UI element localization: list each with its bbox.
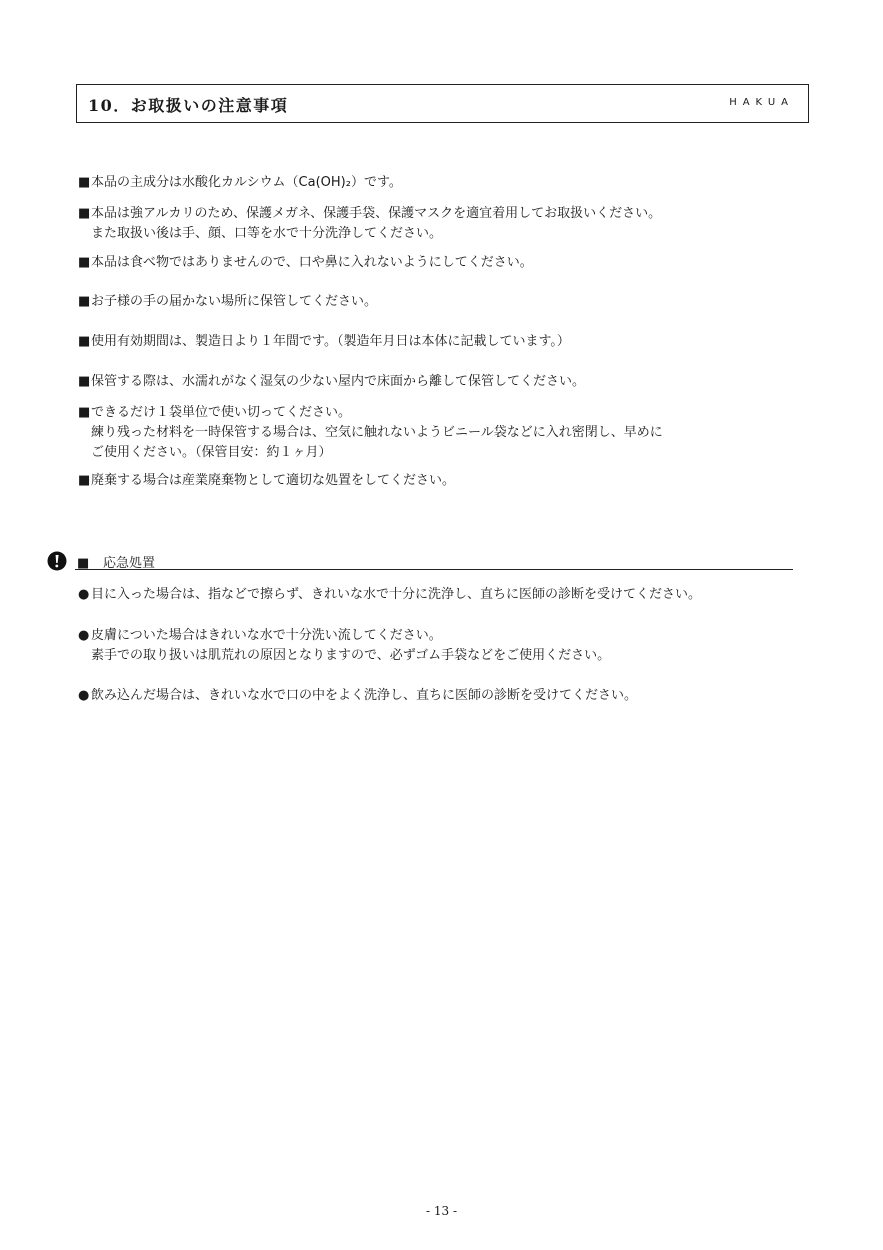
- precaution-text: お子様の手の届かない場所に保管してください。: [91, 294, 378, 309]
- precaution-text-continued: ご使用ください。（保管目安：約１ヶ月）: [91, 445, 332, 460]
- square-bullet-icon: ■: [77, 556, 90, 571]
- precaution-item: [78, 292, 377, 312]
- precaution-text-continued: また取扱い後は手、顔、口等を水で十分洗浄してください。: [91, 226, 443, 241]
- circle-bullet-icon: ●: [78, 628, 90, 643]
- square-bullet-icon: ■: [78, 334, 91, 349]
- emergency-item: [78, 585, 701, 605]
- square-bullet-icon: ■: [78, 374, 91, 389]
- emergency-heading: [47, 551, 793, 570]
- precaution-text: できるだけ１袋単位で使い切ってください。: [91, 405, 352, 420]
- circle-bullet-icon: ●: [78, 587, 90, 602]
- page-number: - 13 -: [425, 1204, 457, 1218]
- square-bullet-icon: ■: [78, 405, 91, 420]
- precaution-item: [78, 253, 533, 273]
- emergency-item: [78, 626, 610, 666]
- precaution-item: [78, 372, 585, 392]
- emergency-text-continued: 素手での取り扱いは肌荒れの原因となりますので、必ずゴム手袋などをご使用ください。: [91, 648, 611, 663]
- precaution-item: [78, 403, 663, 463]
- brand-name: HAKUA: [729, 97, 794, 108]
- square-bullet-icon: ■: [78, 175, 91, 190]
- emergency-text: 飲み込んだ場合は、きれいな水で口の中をよく洗浄し、直ちに医師の診断を受けてください。: [91, 688, 638, 703]
- precaution-text-continued: 練り残った材料を一時保管する場合は、空気に触れないようビニール袋などに入れ密閉し、早めに: [91, 425, 663, 440]
- circle-bullet-icon: ●: [78, 688, 90, 703]
- square-bullet-icon: ■: [78, 255, 91, 270]
- section-title: 10．お取扱いの注意事項: [88, 96, 289, 115]
- emergency-text: 目に入った場合は、指などで擦らず、きれいな水で十分に洗浄し、直ちに医師の診断を受けてください。: [91, 587, 701, 602]
- exclamation-icon: [47, 551, 67, 571]
- precaution-text: 使用有効期間は、製造日より１年間です。（製造年月日は本体に記載しています。）: [91, 334, 570, 349]
- square-bullet-icon: ■: [78, 206, 91, 221]
- heading-underline: [75, 569, 793, 570]
- precaution-item: [78, 471, 455, 491]
- precaution-text: 本品の主成分は水酸化カルシウム（Ca(OH)₂）です。: [91, 175, 402, 190]
- precaution-text: 本品は食べ物ではありませんので、口や鼻に入れないようにしてください。: [91, 255, 533, 270]
- precaution-text: 保管する際は、水濡れがなく湿気の少ない屋内で床面から離して保管してください。: [91, 374, 586, 389]
- precaution-text: 本品は強アルカリのため、保護メガネ、保護手袋、保護マスクを適宜着用してお取扱いください。: [91, 206, 662, 221]
- precaution-text: 廃棄する場合は産業廃棄物として適切な処置をしてください。: [91, 473, 456, 488]
- precaution-item: [78, 173, 402, 193]
- emergency-title-text: 応急処置: [103, 556, 156, 571]
- precaution-item: [78, 204, 661, 244]
- square-bullet-icon: ■: [78, 294, 91, 309]
- square-bullet-icon: ■: [78, 473, 91, 488]
- section-header: [76, 84, 809, 123]
- emergency-text: 皮膚についた場合はきれいな水で十分洗い流してください。: [91, 628, 442, 643]
- emergency-item: [78, 686, 637, 706]
- precaution-item: [78, 332, 570, 352]
